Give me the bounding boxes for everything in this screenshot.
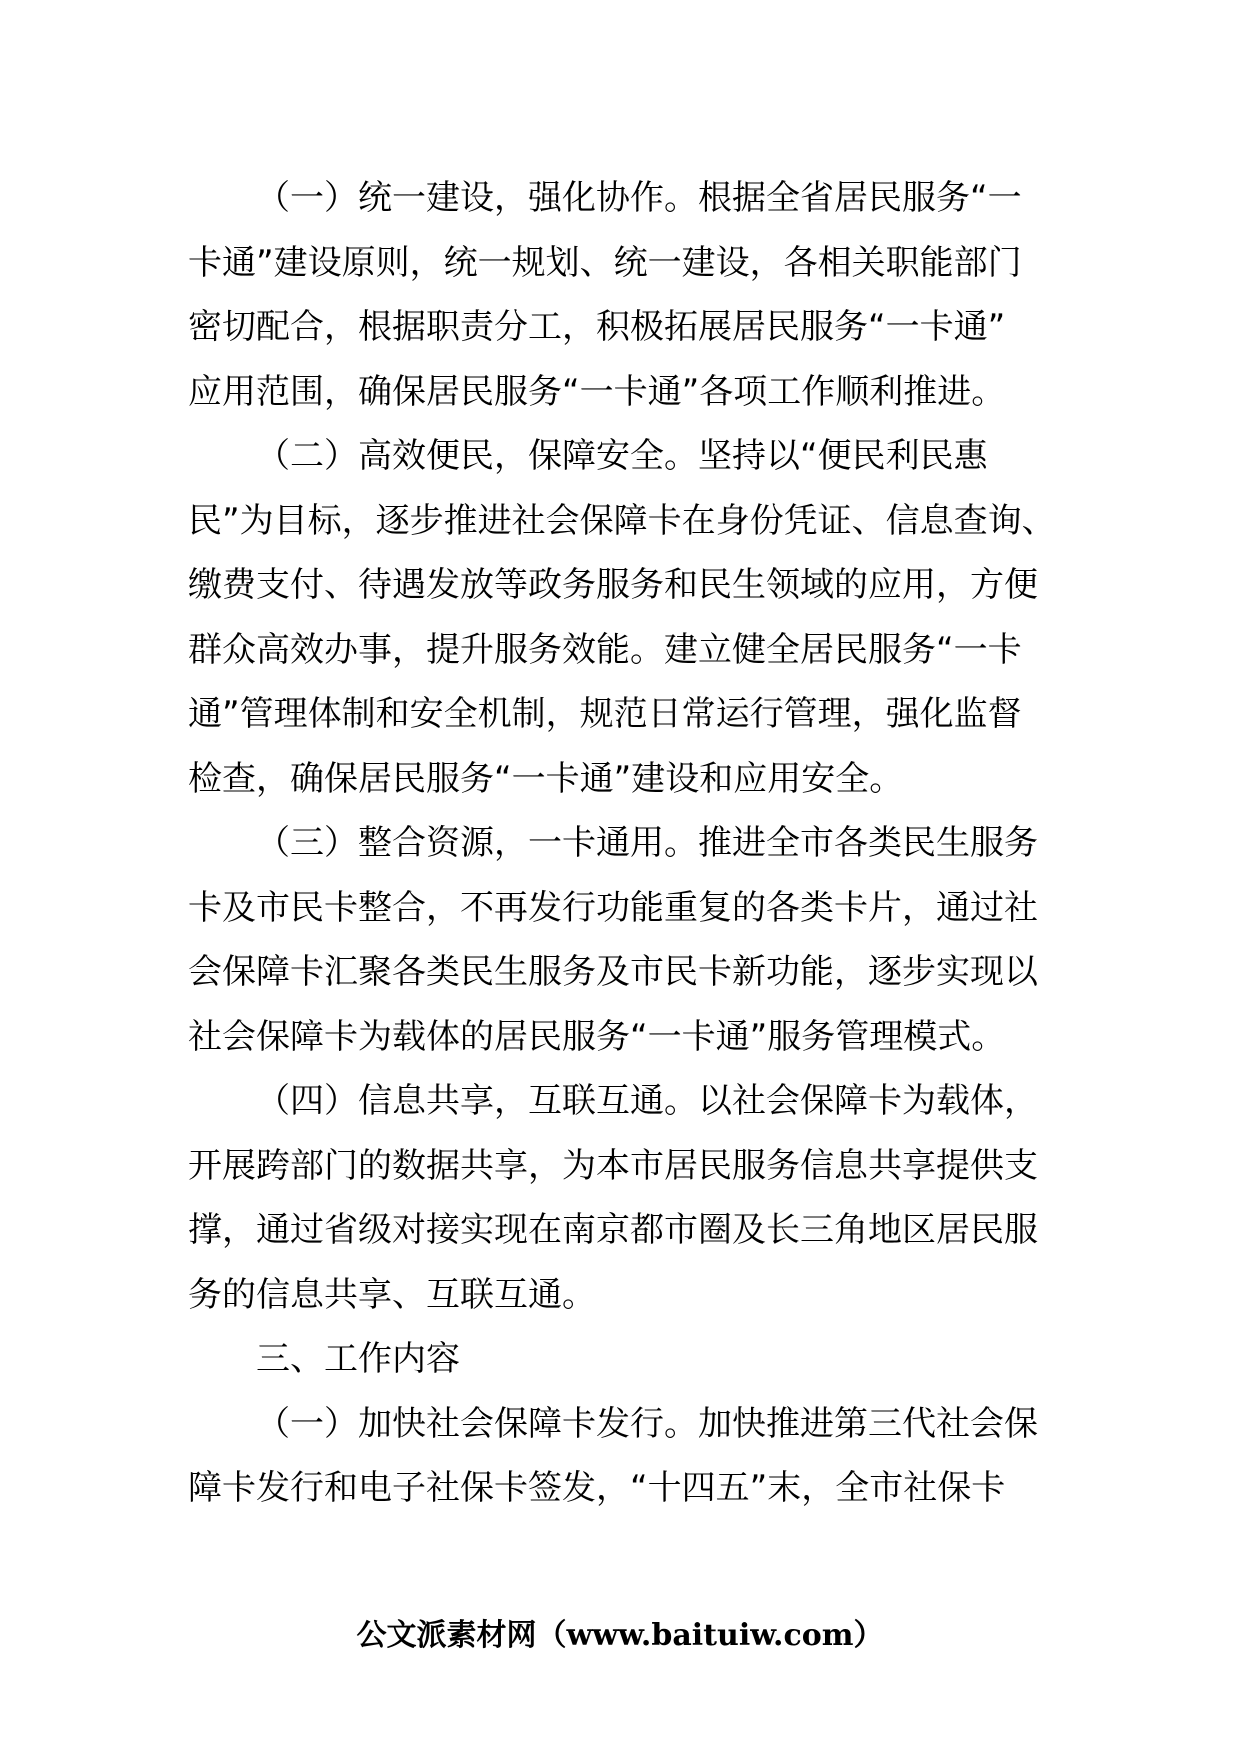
footer-watermark: 公文派素材网（www.baituiw.com） [356,1618,884,1653]
text-line: 务的信息共享、互联互通。 [188,1274,596,1315]
text-line: 群众高效办事，提升服务效能。建立健全居民服务“一卡 [188,629,1022,670]
text-line: 缴费支付、待遇发放等政务服务和民生领域的应用，方便 [188,565,1038,605]
text-line: 通”管理体制和安全机制，规范日常运行管理，强化监督 [188,694,1022,734]
text-line: （三）整合资源，一卡通用。推进全市各类民生服务 [256,823,1038,863]
text-line: 会保障卡汇聚各类民生服务及市民卡新功能，逐步实现以 [188,952,1038,992]
document-body [188,166,1068,1521]
section-heading-work-content [188,1327,1068,1392]
paragraph-principle-2 [188,424,1068,811]
text-line: 三、工作内容 [256,1339,460,1379]
paragraph-principle-3 [188,811,1068,1069]
paragraph-work-1 [188,1392,1068,1521]
text-line: 卡通”建设原则，统一规划、统一建设，各相关职能部门 [188,242,1022,283]
text-line: 应用范围，确保居民服务“一卡通”各项工作顺利推进。 [188,371,1006,412]
text-line: （一）统一建设，强化协作。根据全省居民服务“一 [256,178,1022,218]
text-line: （二）高效便民，保障安全。坚持以“便民利民惠 [256,436,988,476]
paragraph-principle-1 [188,166,1068,424]
text-line: 开展跨部门的数据共享，为本市居民服务信息共享提供支 [188,1145,1038,1186]
text-line: 障卡发行和电子社保卡签发，“十四五”末，全市社保卡 [188,1468,1006,1508]
text-line: （一）加快社会保障卡发行。加快推进第三代社会保 [256,1403,1038,1444]
text-line: 卡及市民卡整合，不再发行功能重复的各类卡片，通过社 [188,887,1038,928]
text-line: 密切配合，根据职责分工，积极拓展居民服务“一卡通” [188,307,1006,347]
paragraph-principle-4 [188,1069,1068,1327]
text-line: 撑，通过省级对接实现在南京都市圈及长三角地区居民服 [188,1210,1038,1250]
text-line: （四）信息共享，互联互通。以社会保障卡为载体， [256,1081,1038,1121]
text-line: 民”为目标，逐步推进社会保障卡在身份凭证、信息查询、 [188,500,1056,541]
text-line: 检查，确保居民服务“一卡通”建设和应用安全。 [188,758,904,799]
text-line: 社会保障卡为载体的居民服务“一卡通”服务管理模式。 [188,1016,1006,1057]
